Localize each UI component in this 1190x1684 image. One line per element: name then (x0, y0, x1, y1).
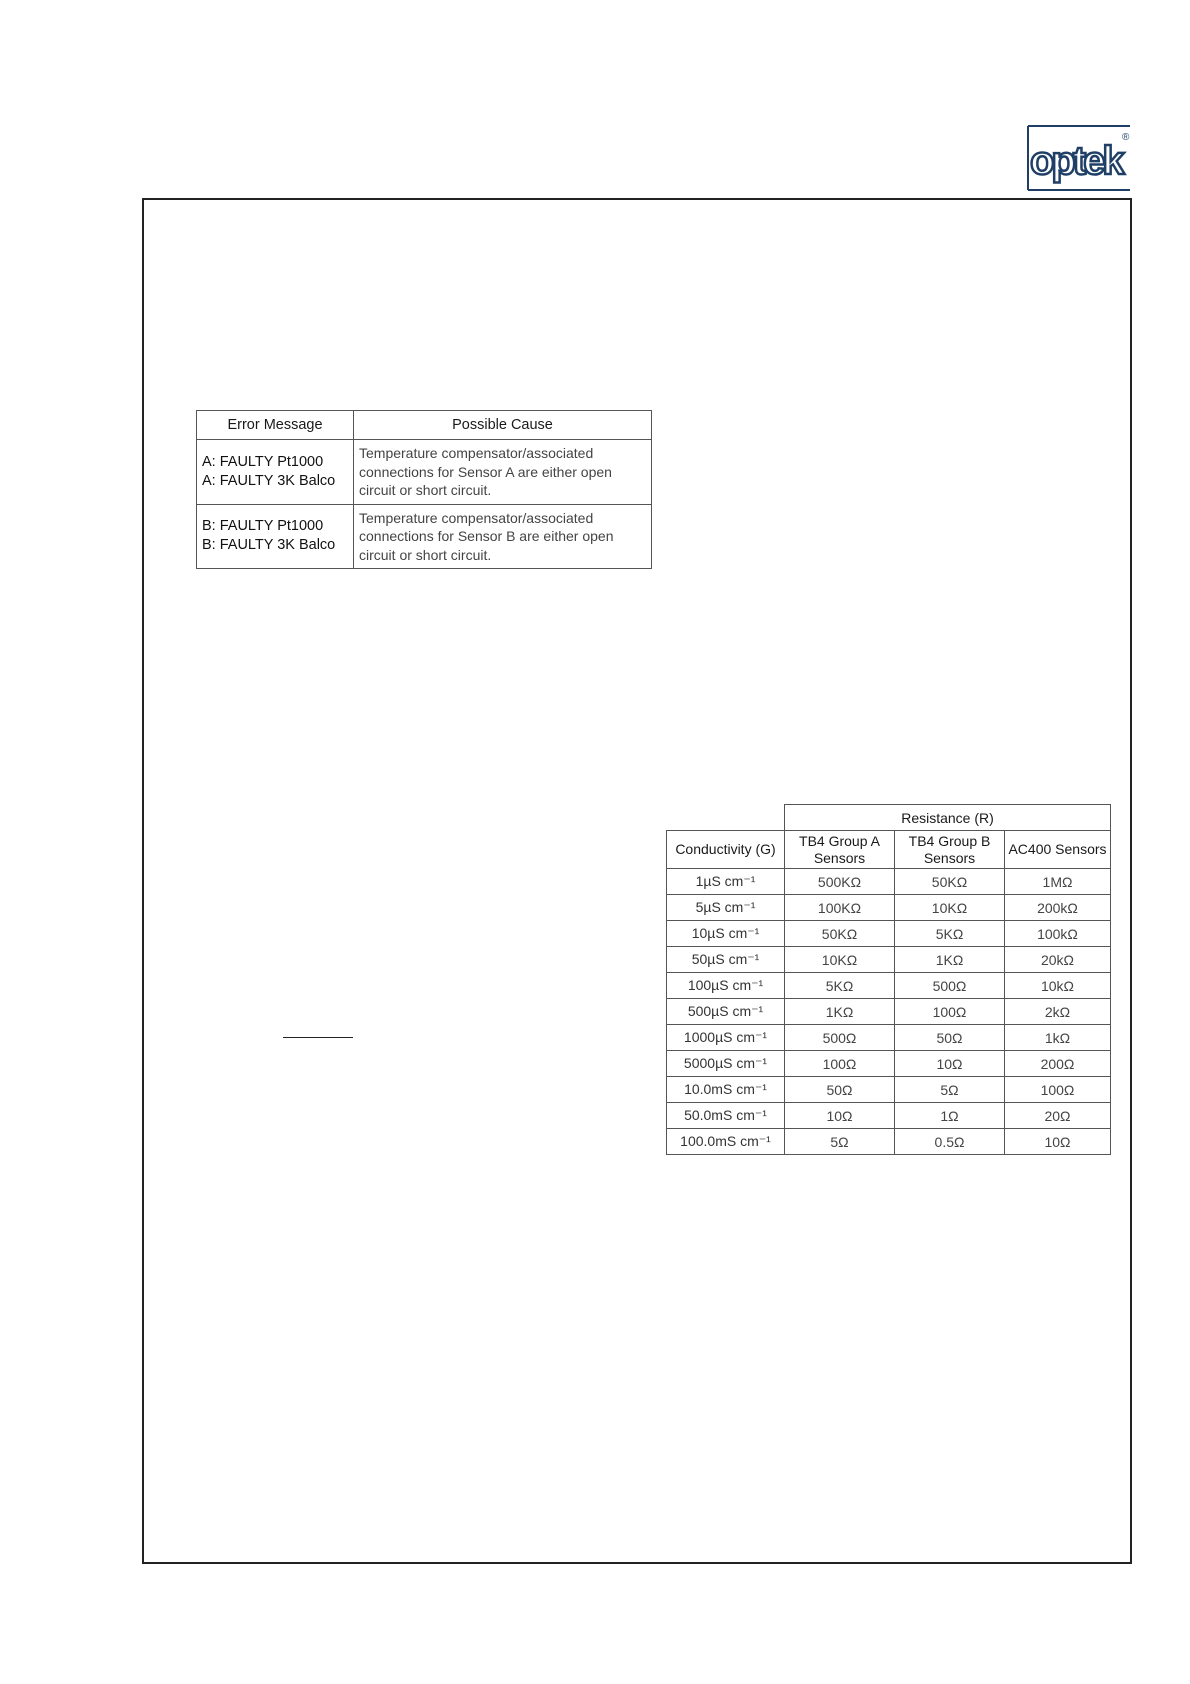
tb4-group-a-resistance: 500Ω (785, 1025, 895, 1051)
empty-corner-cell (667, 805, 785, 831)
error-message-cell (197, 504, 354, 569)
tb4-group-b-resistance: 10KΩ (895, 895, 1005, 921)
ac400-resistance: 20Ω (1005, 1103, 1111, 1129)
possible-cause: Temperature compensator/associated connections for Sensor B are either open circuit or short circuit. (354, 504, 652, 569)
tb4-group-b-resistance: 5Ω (895, 1077, 1005, 1103)
table-row (667, 921, 1111, 947)
error-message: B: FAULTY Pt1000 (202, 518, 324, 535)
conductivity-value: 10µS cm⁻¹ (667, 921, 785, 947)
header-conductivity: Conductivity (G) (667, 831, 785, 869)
ac400-resistance: 10Ω (1005, 1129, 1111, 1155)
conductivity-resistance-table (666, 804, 1111, 1155)
tb4-group-a-resistance: 500KΩ (785, 869, 895, 895)
header-tb4-group-a: TB4 Group A Sensors (785, 831, 895, 869)
table-row (667, 1103, 1111, 1129)
tb4-group-b-resistance: 5KΩ (895, 921, 1005, 947)
table-row (667, 1051, 1111, 1077)
optek-logo (1022, 122, 1134, 194)
error-message: B: FAULTY 3K Balco (202, 537, 336, 554)
ac400-resistance: 200kΩ (1005, 895, 1111, 921)
header-ac400: AC400 Sensors (1005, 831, 1111, 869)
table-row (667, 895, 1111, 921)
conductivity-value: 1000µS cm⁻¹ (667, 1025, 785, 1051)
error-message: A: FAULTY Pt1000 (202, 453, 324, 470)
tb4-group-a-resistance: 10KΩ (785, 947, 895, 973)
conductivity-value: 50.0mS cm⁻¹ (667, 1103, 785, 1129)
tb4-group-a-resistance: 10Ω (785, 1103, 895, 1129)
resistance-header-row (667, 831, 1111, 869)
logo-wordmark: optek (1030, 139, 1122, 183)
tb4-group-a-resistance: 100KΩ (785, 895, 895, 921)
ac400-resistance: 10kΩ (1005, 973, 1111, 999)
ac400-resistance: 1MΩ (1005, 869, 1111, 895)
conductivity-value: 5µS cm⁻¹ (667, 895, 785, 921)
table-row (667, 999, 1111, 1025)
header-possible-cause: Possible Cause (354, 411, 652, 440)
error-table-header-row (197, 411, 652, 440)
conductivity-value: 100µS cm⁻¹ (667, 973, 785, 999)
tb4-group-a-resistance: 1KΩ (785, 999, 895, 1025)
header-error-message: Error Message (197, 411, 354, 440)
error-message-cell (197, 440, 354, 505)
conductivity-value: 500µS cm⁻¹ (667, 999, 785, 1025)
error-message: A: FAULTY 3K Balco (202, 472, 336, 489)
tb4-group-b-resistance: 500Ω (895, 973, 1005, 999)
error-row-sensor-a (197, 440, 652, 505)
conductivity-value: 10.0mS cm⁻¹ (667, 1077, 785, 1103)
tb4-group-a-resistance: 5Ω (785, 1129, 895, 1155)
conductivity-value: 100.0mS cm⁻¹ (667, 1129, 785, 1155)
ac400-resistance: 100kΩ (1005, 921, 1111, 947)
header-resistance-group: Resistance (R) (785, 805, 1111, 831)
tb4-group-b-resistance: 0.5Ω (895, 1129, 1005, 1155)
table-row (667, 973, 1111, 999)
table-row (667, 1077, 1111, 1103)
tb4-group-a-resistance: 5KΩ (785, 973, 895, 999)
conductivity-value: 50µS cm⁻¹ (667, 947, 785, 973)
resistance-group-header-row (667, 805, 1111, 831)
ac400-resistance: 20kΩ (1005, 947, 1111, 973)
tb4-group-b-resistance: 1Ω (895, 1103, 1005, 1129)
table-row (667, 947, 1111, 973)
tb4-group-a-resistance: 100Ω (785, 1051, 895, 1077)
ac400-resistance: 200Ω (1005, 1051, 1111, 1077)
registered-mark: ® (1122, 132, 1130, 143)
tb4-group-b-resistance: 1KΩ (895, 947, 1005, 973)
possible-cause: Temperature compensator/associated connections for Sensor A are either open circuit or short circuit. (354, 440, 652, 505)
conductivity-value: 5000µS cm⁻¹ (667, 1051, 785, 1077)
table-row (667, 869, 1111, 895)
resistance-table-body (667, 869, 1111, 1155)
error-row-sensor-b (197, 504, 652, 569)
header-tb4-group-b: TB4 Group B Sensors (895, 831, 1005, 869)
error-message-table (196, 410, 652, 569)
ac400-resistance: 100Ω (1005, 1077, 1111, 1103)
tb4-group-b-resistance: 50KΩ (895, 869, 1005, 895)
table-row (667, 1129, 1111, 1155)
tb4-group-a-resistance: 50KΩ (785, 921, 895, 947)
table-row (667, 1025, 1111, 1051)
ac400-resistance: 1kΩ (1005, 1025, 1111, 1051)
ac400-resistance: 2kΩ (1005, 999, 1111, 1025)
tb4-group-a-resistance: 50Ω (785, 1077, 895, 1103)
conductivity-value: 1µS cm⁻¹ (667, 869, 785, 895)
tb4-group-b-resistance: 50Ω (895, 1025, 1005, 1051)
tb4-group-b-resistance: 100Ω (895, 999, 1005, 1025)
tb4-group-b-resistance: 10Ω (895, 1051, 1005, 1077)
underline-rule (283, 1037, 353, 1038)
